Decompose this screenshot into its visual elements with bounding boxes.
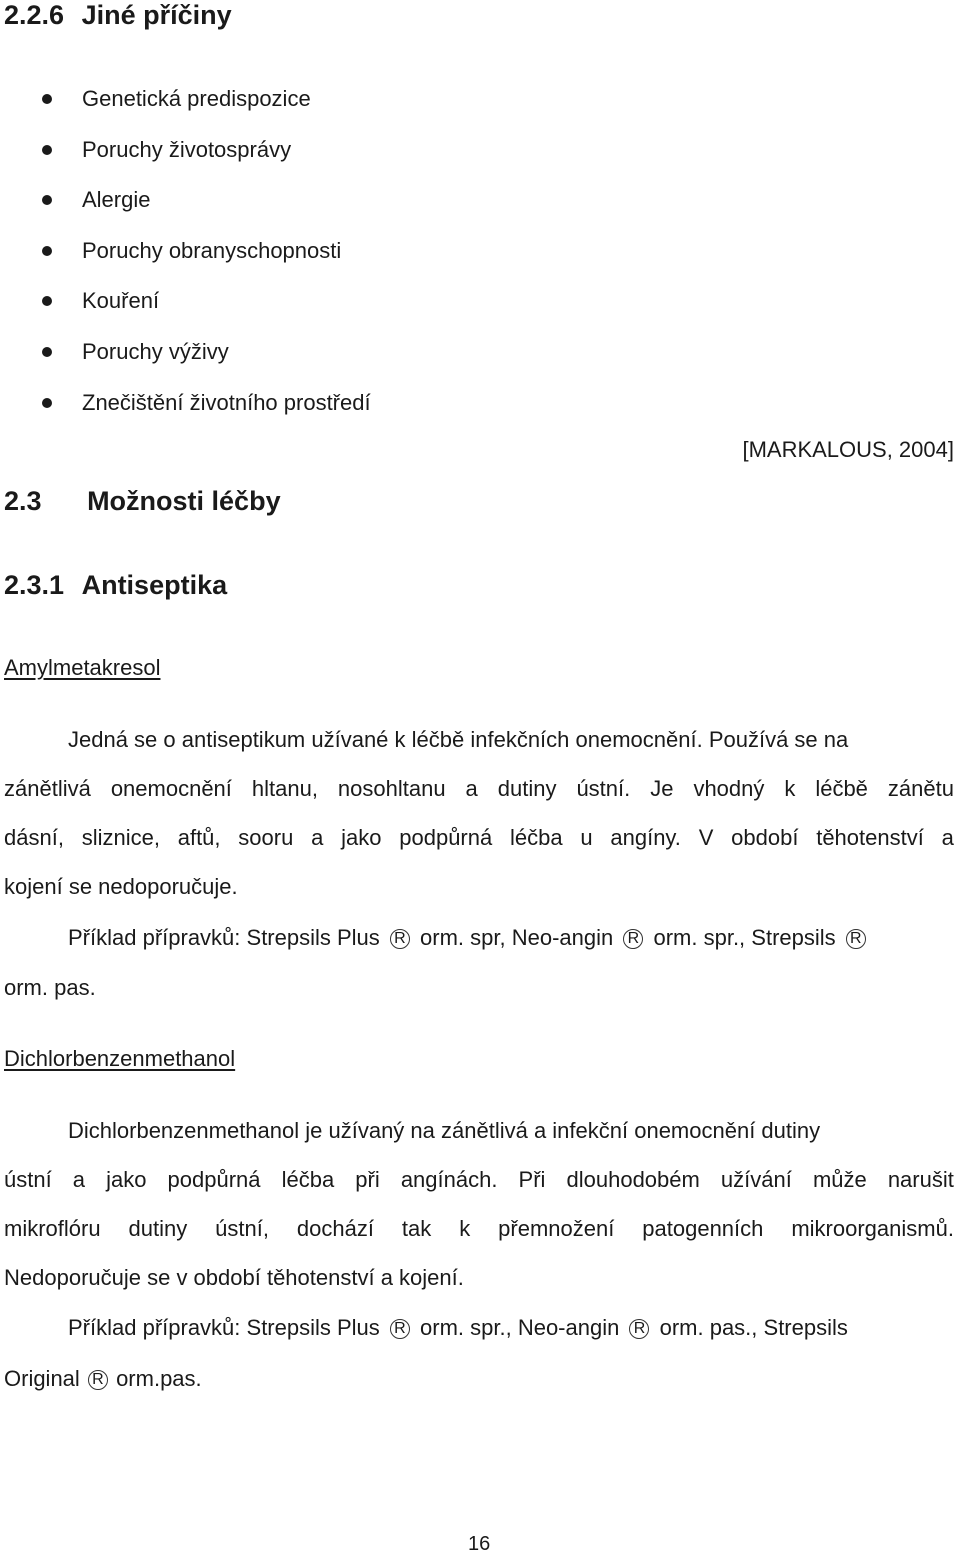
- word: přemnožení: [498, 1216, 615, 1241]
- word: k: [459, 1216, 471, 1241]
- word: hltanu,: [251, 776, 318, 801]
- citation: [MARKALOUS, 2004]: [742, 437, 954, 462]
- paragraph-line: kojení se nedoporučuje.: [4, 874, 238, 899]
- word: jako: [341, 825, 382, 850]
- word: jako: [106, 1167, 147, 1192]
- word: nosohltanu: [337, 776, 446, 801]
- word: léčba: [510, 825, 563, 850]
- section-number: 2.2.6: [4, 0, 65, 30]
- section-title: Jiné příčiny: [81, 0, 232, 30]
- section-2-3-heading: [4, 486, 281, 517]
- word: těhotenství: [816, 825, 924, 850]
- paragraph-line: Dichlorbenzenmethanol je užívaný na zánětlivá a infekční onemocnění dutiny: [68, 1118, 821, 1143]
- word: sliznice,: [81, 825, 160, 850]
- word: podpůrná: [399, 825, 493, 850]
- section-title: Možnosti léčby: [87, 486, 281, 516]
- word: dlouhodobém: [566, 1167, 700, 1192]
- registered-icon: R: [846, 929, 866, 949]
- paragraph-line: [4, 776, 954, 802]
- section-number: 2.3: [4, 486, 42, 516]
- word: dásní,: [4, 825, 64, 850]
- registered-icon: R: [390, 929, 410, 949]
- registered-icon: R: [390, 1319, 410, 1339]
- word: léčbě: [815, 776, 868, 801]
- word: může: [812, 1167, 867, 1192]
- section-2-3-1-heading: [4, 570, 227, 601]
- word: angínách.: [400, 1167, 498, 1192]
- paragraph-line: [4, 825, 954, 851]
- registered-icon: R: [88, 1370, 108, 1390]
- word: dochází: [296, 1216, 374, 1241]
- word: při: [355, 1167, 380, 1192]
- bullet-icon: [42, 94, 52, 104]
- registered-icon: R: [629, 1319, 649, 1339]
- bullet-icon: [42, 246, 52, 256]
- word: a: [72, 1167, 86, 1192]
- bullet-icon: [42, 347, 52, 357]
- word: onemocnění: [110, 776, 232, 801]
- word: Je: [650, 776, 674, 801]
- word: užívání: [720, 1167, 792, 1192]
- paragraph-line: [4, 1216, 954, 1242]
- word: ústní: [4, 1167, 52, 1192]
- word: ústní,: [215, 1216, 269, 1241]
- word: zánětlivá: [4, 776, 91, 801]
- word: k: [784, 776, 796, 801]
- word: angíny.: [610, 825, 681, 850]
- word: dutiny: [497, 776, 557, 801]
- word: ústní.: [576, 776, 631, 801]
- word: sooru: [238, 825, 294, 850]
- word: Při: [518, 1167, 546, 1192]
- word: zánětu: [887, 776, 954, 801]
- word: u: [580, 825, 593, 850]
- word: a: [311, 825, 324, 850]
- registered-icon: R: [623, 929, 643, 949]
- page-number: 16: [468, 1533, 491, 1555]
- word: a: [465, 776, 478, 801]
- example-products-line: Příklad přípravků: Strepsils Plus R orm. spr., Neo-angin R orm. pas., Strepsils: [68, 1315, 848, 1340]
- paragraph-line: Jedná se o antiseptikum užívané k léčbě infekčních onemocnění. Používá se na: [68, 727, 849, 752]
- word: léčba: [281, 1167, 335, 1192]
- bullet-icon: [42, 398, 52, 408]
- bullet-icon: [42, 296, 52, 306]
- word: V: [698, 825, 714, 850]
- word: narušit: [887, 1167, 954, 1192]
- word: a: [941, 825, 954, 850]
- dichlorbenzenmethanol-heading: Dichlorbenzenmethanol: [4, 1046, 236, 1071]
- section-2-2-6-heading: [4, 0, 232, 31]
- example-products-line: Příklad přípravků: Strepsils Plus R orm. spr, Neo-angin R orm. spr., Strepsils R: [68, 925, 870, 951]
- paragraph-line: Nedoporučuje se v období těhotenství a kojení.: [4, 1265, 464, 1290]
- bullet-icon: [42, 195, 52, 205]
- section-number: 2.3.1: [4, 570, 65, 600]
- word: patogenních: [642, 1216, 764, 1241]
- word: tak: [401, 1216, 432, 1241]
- word: aftů,: [177, 825, 221, 850]
- example-products-end: orm. pas.: [4, 975, 96, 1000]
- word: vhodný: [693, 776, 765, 801]
- word: období: [731, 825, 799, 850]
- word: dutiny: [128, 1216, 188, 1241]
- example-products-end: Original R orm.pas.: [4, 1366, 202, 1391]
- paragraph-line: [4, 1167, 954, 1193]
- bullet-icon: [42, 145, 52, 155]
- word: mikroflóru: [4, 1216, 101, 1241]
- word: podpůrná: [167, 1167, 261, 1192]
- section-title: Antiseptika: [81, 570, 228, 600]
- amylmetakresol-heading: Amylmetakresol: [4, 655, 161, 680]
- word: mikroorganismů.: [791, 1216, 954, 1241]
